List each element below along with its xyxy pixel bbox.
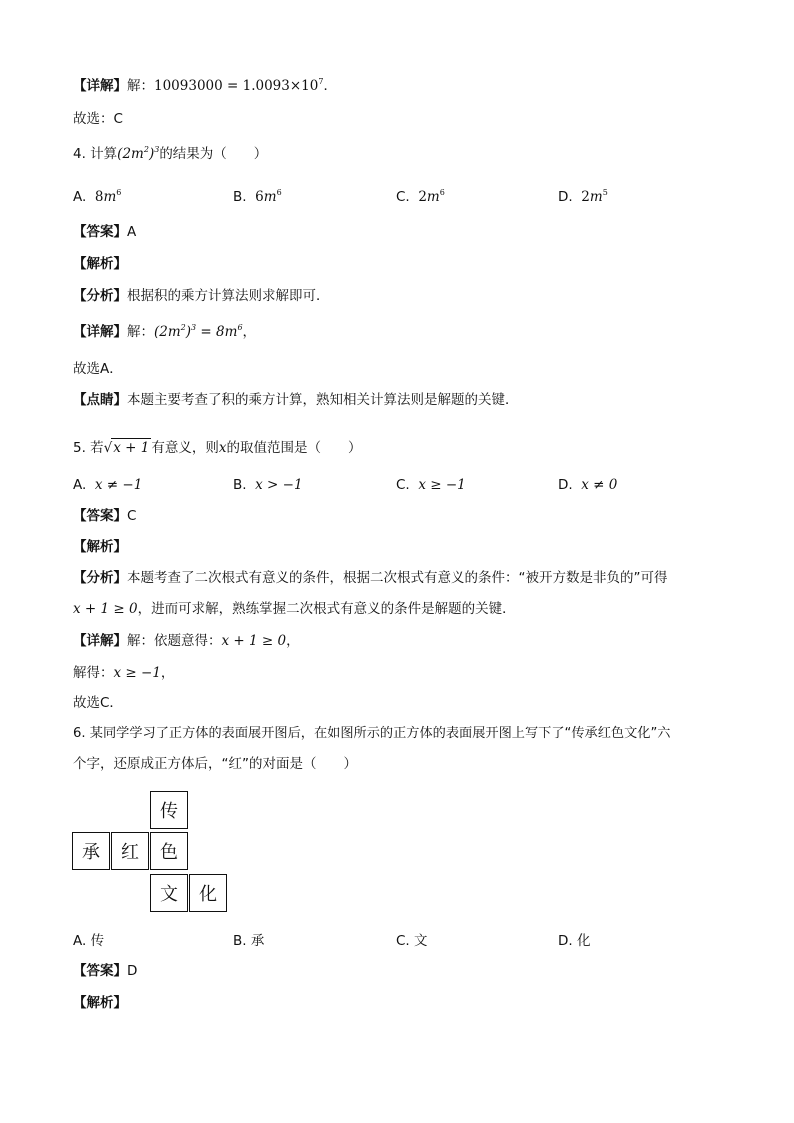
option-label: B. (233, 477, 247, 493)
detail-rhs-exp: 6 (237, 323, 243, 332)
option-label: B. (233, 189, 247, 205)
detail-lhs-close: ) (185, 324, 192, 340)
detail-prefix: 解： (127, 324, 154, 340)
option-expr: x ≥ −1 (418, 477, 466, 493)
option-label: C. (396, 189, 410, 205)
detail-end: ， (286, 633, 300, 649)
q6-stem-line1: 6. 某同学学习了正方体的表面展开图后，在如图所示的正方体的表面展开图上写下了“传承红色文化”六 (73, 726, 671, 741)
q5-choice: 故选C． (73, 695, 123, 711)
q4-option-d (558, 188, 608, 206)
option-var: m (103, 189, 117, 205)
q5-fenxi-line1 (73, 569, 668, 587)
option-var: m (589, 189, 603, 205)
detail-math (154, 324, 243, 340)
net-cell-hua: 化 (189, 874, 227, 912)
option-expr: x ≠ −1 (94, 477, 143, 493)
detail-lhs-inner-exp: 2 (180, 323, 186, 332)
detail-exponent: 7 (318, 77, 324, 86)
net-cell-chuan: 传 (150, 791, 188, 829)
q4-analysis-label: 【解析】 (73, 256, 127, 272)
q4-option-a (73, 188, 121, 206)
q4-stem (73, 145, 267, 163)
option-exp: 6 (276, 188, 282, 197)
q5-detail-line (73, 632, 300, 650)
fenxi-text-2: ，进而可求解，熟练掌握二次根式有意义的条件是解题的关键． (137, 601, 516, 617)
option-coef: 8 (94, 189, 104, 205)
q5-stem-mid: 有意义，则 (151, 440, 219, 456)
detail-math: x + 1 ≥ 0 (221, 633, 287, 649)
solve-prefix: 解得： (73, 665, 114, 681)
q5-stem-prefix: 5. 若 (73, 440, 104, 456)
q5-stem-var: x (218, 440, 227, 456)
q4-stem-inner-exp: 2 (143, 145, 149, 154)
q4-option-c (396, 188, 445, 206)
q5-option-a (73, 476, 142, 494)
sqrt-sign: √ (103, 440, 113, 456)
option-label: C. (396, 933, 410, 949)
option-exp: 6 (116, 188, 122, 197)
q6-answer-line (73, 962, 137, 980)
q4-option-b (233, 188, 282, 206)
q6-option-c (396, 932, 428, 950)
detail-rhs: = 8m (196, 324, 238, 340)
q4-stem-prefix: 4. 计算 (73, 146, 118, 162)
answer-label: 【答案】 (73, 508, 127, 524)
detail-label: 【详解】 (73, 633, 127, 649)
q5-option-c (396, 476, 466, 494)
fenxi-label: 【分析】 (73, 570, 127, 586)
option-label: A. (73, 477, 87, 493)
detail-label: 【详解】 (73, 324, 127, 340)
q4-fenxi-line (73, 287, 330, 305)
option-var: m (263, 189, 277, 205)
q6-stem-line2: 个字，还原成正方体后，“红”的对面是（ ） (73, 756, 357, 772)
fenxi-text: 本题考查了二次根式有意义的条件，根据二次根式有意义的条件：“被开方数是非负的”可得 (127, 570, 668, 586)
answer-value: D (127, 963, 138, 979)
answer-label: 【答案】 (73, 963, 127, 979)
answer-label: 【答案】 (73, 224, 127, 240)
q3-choice: 故选：C (73, 111, 123, 127)
option-label: B. (233, 933, 247, 949)
detail-math: 10093000 = 1.0093×10 (154, 78, 319, 94)
q5-option-b (233, 476, 303, 494)
q4-dianjing-line (73, 391, 519, 409)
option-label: D. (558, 933, 573, 949)
option-coef: 6 (255, 189, 264, 205)
detail-label: 【详解】 (73, 78, 127, 94)
q4-stem-suffix: 的结果为（ ） (159, 146, 268, 162)
detail-end: ． (323, 78, 337, 94)
net-cell-cheng: 承 (72, 832, 110, 870)
detail-lhs-open: (2m (154, 324, 181, 340)
option-var: m (426, 189, 440, 205)
q4-detail-line (73, 323, 256, 341)
q6-option-a (73, 932, 104, 950)
q5-solve-line (73, 664, 174, 682)
fenxi-math: x + 1 ≥ 0 (73, 601, 138, 617)
q6-analysis-label: 【解析】 (73, 995, 127, 1011)
radicand: x + 1 (113, 440, 150, 456)
q5-fenxi-line2 (73, 600, 516, 618)
answer-value: C (127, 508, 137, 524)
fenxi-label: 【分析】 (73, 288, 127, 304)
net-cell-se: 色 (150, 832, 188, 870)
option-label: A. (73, 933, 87, 949)
option-text: 传 (90, 933, 105, 949)
option-label: C. (396, 477, 410, 493)
q6-option-d (558, 932, 590, 950)
option-coef: 2 (581, 189, 590, 205)
q5-answer-line (73, 507, 136, 525)
option-expr: x ≠ 0 (581, 477, 618, 493)
q4-stem-math (117, 146, 159, 162)
net-cell-hong: 红 (111, 832, 149, 870)
option-text: 化 (576, 933, 591, 949)
q4-stem-outer-exp: 3 (154, 145, 160, 154)
q5-option-d (558, 476, 617, 494)
option-label: D. (558, 189, 573, 205)
q4-stem-math-close: ) (148, 146, 155, 162)
solve-end: ， (160, 665, 175, 681)
q4-stem-math-open: (2m (117, 146, 144, 162)
option-label: D. (558, 477, 573, 493)
detail-lhs-outer-exp: 3 (191, 323, 197, 332)
q5-analysis-label: 【解析】 (73, 539, 127, 555)
option-label: A. (73, 189, 87, 205)
q3-detail-line (73, 77, 337, 95)
net-cell-wen: 文 (150, 874, 188, 912)
dianjing-text: 本题主要考查了积的乘方计算，熟知相关计算法则是解题的关键． (127, 392, 519, 408)
solve-math: x ≥ −1 (113, 665, 161, 681)
detail-prefix: 解： (127, 78, 154, 94)
detail-prefix: 解：依题意得： (127, 633, 222, 649)
q5-stem (73, 438, 362, 457)
option-text: 承 (250, 933, 265, 949)
q5-stem-suffix: 的取值范围是（ ） (226, 440, 362, 456)
answer-value: A (127, 224, 137, 240)
option-coef: 2 (418, 189, 427, 205)
detail-end: ， (242, 324, 257, 340)
option-expr: x > −1 (255, 477, 303, 493)
dianjing-label: 【点睛】 (73, 392, 127, 408)
option-text: 文 (414, 933, 428, 949)
option-exp: 5 (602, 188, 608, 197)
q4-choice: 故选A． (73, 361, 123, 377)
q4-answer-line (73, 223, 136, 241)
q6-option-b (233, 932, 264, 950)
fenxi-text: 根据积的乘方计算法则求解即可． (127, 288, 330, 304)
option-exp: 6 (439, 188, 445, 197)
